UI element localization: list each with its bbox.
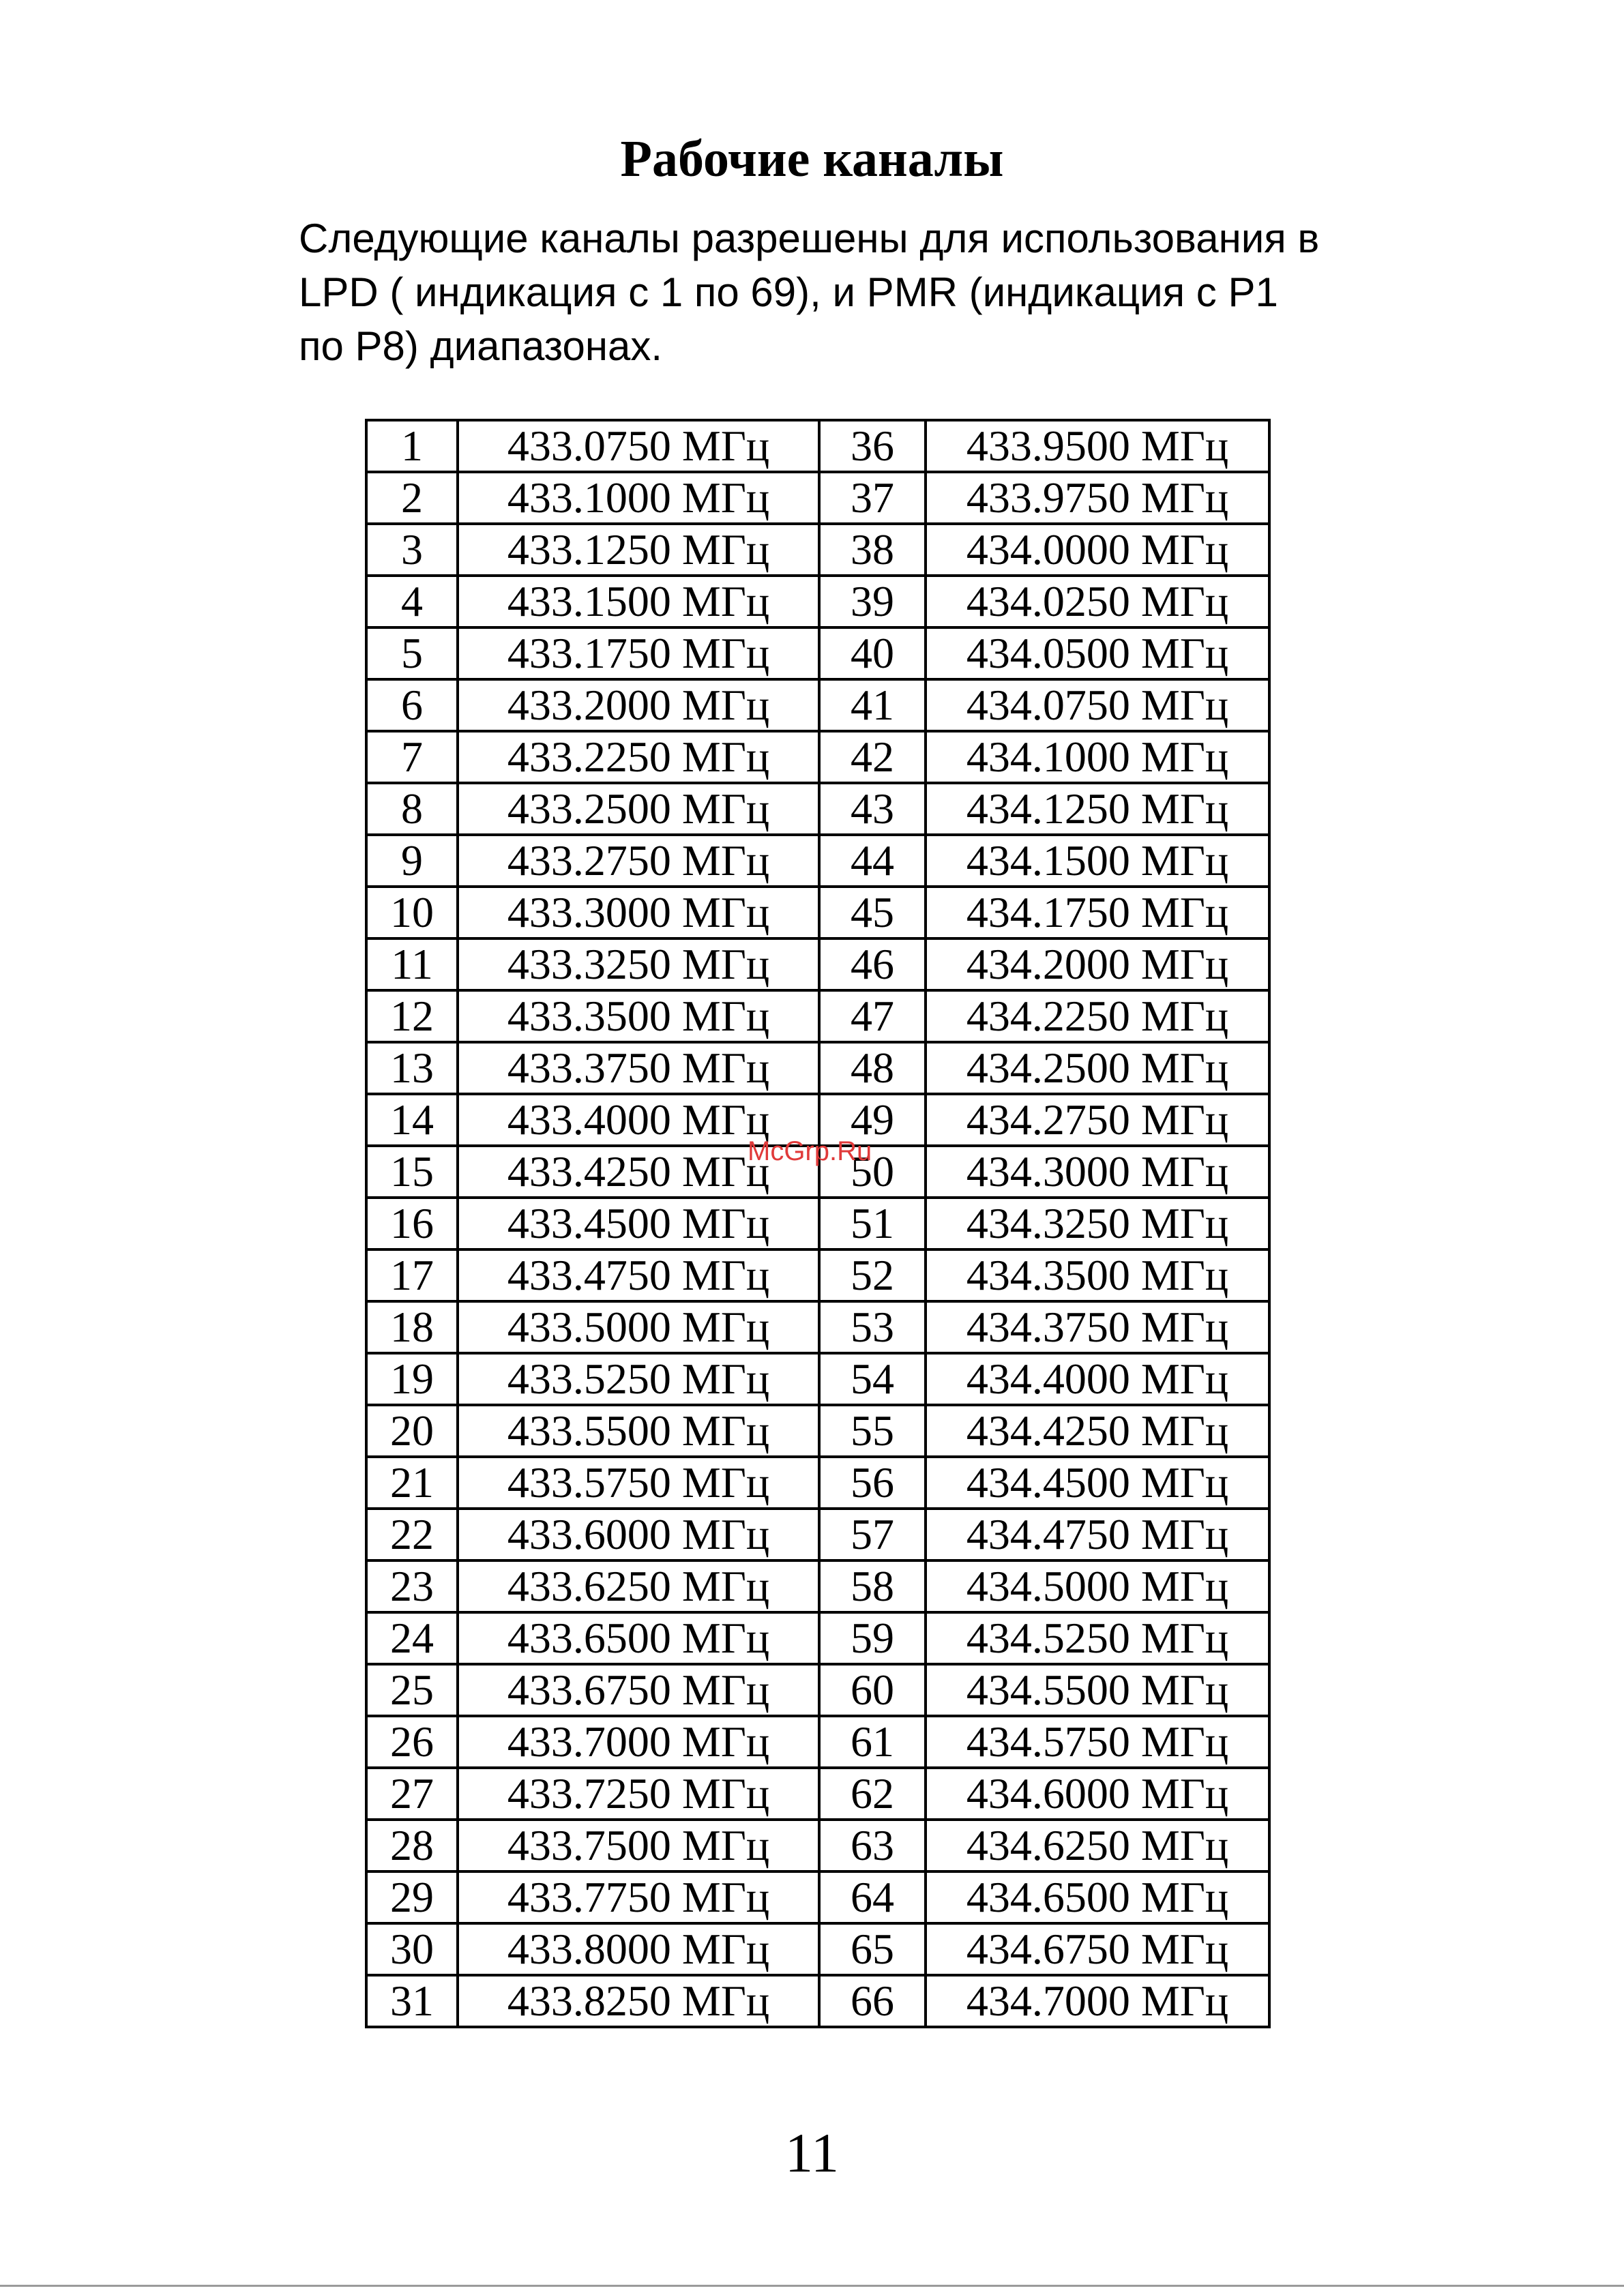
frequency-unit: МГц [681,1406,770,1455]
frequency-cell [926,1768,1269,1820]
channel-number-cell: 49 [819,1094,926,1146]
frequency-cell [926,1353,1269,1405]
frequency-unit: МГц [1140,421,1229,470]
frequency-unit: МГц [1140,1873,1229,1921]
frequency-cell [926,1146,1269,1198]
table-row [366,1301,1269,1353]
frequency-cell [458,524,819,576]
frequency-unit: МГц [681,1043,770,1092]
frequency-value: 433.2000 [507,681,671,729]
channel-number-cell: 5 [366,627,458,679]
frequency-unit: МГц [681,1925,770,1973]
frequency-cell [458,835,819,887]
channel-number-cell: 7 [366,731,458,783]
channel-number-cell: 25 [366,1664,458,1716]
frequency-cell [458,990,819,1042]
frequency-value: 434.6500 [966,1873,1130,1921]
channel-number-cell: 27 [366,1768,458,1820]
frequency-value: 433.6000 [507,1510,671,1558]
frequency-unit: МГц [1140,525,1229,574]
frequency-unit: МГц [681,1614,770,1662]
table-row [366,1249,1269,1301]
frequency-value: 433.3250 [507,940,671,988]
frequency-value: 433.7750 [507,1873,671,1921]
frequency-value: 433.4250 [507,1147,671,1196]
frequency-unit: МГц [1140,1354,1229,1403]
frequency-cell [926,835,1269,887]
table-row [366,1560,1269,1612]
channel-number-cell: 16 [366,1198,458,1249]
frequency-unit: МГц [1140,577,1229,625]
channel-number-cell: 14 [366,1094,458,1146]
frequency-cell [926,783,1269,835]
frequency-unit: МГц [1140,629,1229,677]
channel-number-cell: 26 [366,1716,458,1768]
table-row [366,1042,1269,1094]
frequency-value: 434.4000 [966,1354,1130,1403]
frequency-unit: МГц [1140,1095,1229,1144]
frequency-value: 433.4750 [507,1251,671,1299]
frequency-cell [926,1716,1269,1768]
table-row [366,472,1269,524]
channel-number-cell: 11 [366,938,458,990]
frequency-unit: МГц [681,1251,770,1299]
frequency-cell [458,576,819,627]
frequency-cell [458,1768,819,1820]
channel-number-cell: 44 [819,835,926,887]
frequency-value: 433.6750 [507,1665,671,1714]
channel-number-cell: 42 [819,731,926,783]
watermark: McGrp.Ru [748,1136,872,1166]
frequency-unit: МГц [1140,1199,1229,1247]
frequency-cell [926,472,1269,524]
frequency-unit: МГц [681,836,770,885]
channel-number-cell: 19 [366,1353,458,1405]
channel-number-cell: 31 [366,1975,458,2027]
channel-number-cell: 66 [819,1975,926,2027]
frequency-cell [458,1301,819,1353]
frequency-unit: МГц [681,525,770,574]
frequency-unit: МГц [1140,1147,1229,1196]
table-row [366,783,1269,835]
frequency-cell [458,420,819,472]
frequency-unit: МГц [681,1303,770,1351]
channel-number-cell: 36 [819,420,926,472]
frequency-cell [458,1353,819,1405]
channel-number-cell: 12 [366,990,458,1042]
frequency-unit: МГц [1140,836,1229,885]
channel-number-cell: 9 [366,835,458,887]
page-title: Рабочие каналы [620,130,1004,188]
channel-number-cell: 64 [819,1871,926,1923]
frequency-value: 433.6500 [507,1614,671,1662]
channel-number-cell: 21 [366,1457,458,1509]
frequency-unit: МГц [681,1562,770,1610]
frequency-unit: МГц [681,421,770,470]
channel-number-cell: 45 [819,887,926,938]
channel-number-cell: 29 [366,1871,458,1923]
frequency-unit: МГц [681,1717,770,1766]
channel-number-cell: 41 [819,679,926,731]
channel-number-cell: 8 [366,783,458,835]
frequency-cell [926,938,1269,990]
frequency-value: 434.2500 [966,1043,1130,1092]
frequency-value: 433.1750 [507,629,671,677]
channel-number-cell: 2 [366,472,458,524]
frequency-value: 433.1250 [507,525,671,574]
frequency-cell [926,1560,1269,1612]
frequency-value: 434.1500 [966,836,1130,885]
frequency-unit: МГц [681,1769,770,1818]
table-row [366,835,1269,887]
frequency-cell [926,1301,1269,1353]
channel-number-cell: 37 [819,472,926,524]
frequency-cell [926,1094,1269,1146]
table-row [366,1353,1269,1405]
frequency-unit: МГц [1140,1976,1229,2025]
frequency-value: 433.2750 [507,836,671,885]
frequency-value: 433.6250 [507,1562,671,1610]
frequency-unit: МГц [1140,1458,1229,1507]
frequency-value: 433.2250 [507,732,671,781]
channel-number-cell: 3 [366,524,458,576]
table-row [366,1198,1269,1249]
frequency-value: 434.5000 [966,1562,1130,1610]
frequency-value: 433.5750 [507,1458,671,1507]
frequency-cell [926,1249,1269,1301]
channel-number-cell: 23 [366,1560,458,1612]
frequency-unit: МГц [681,784,770,833]
frequency-cell [458,1975,819,2027]
frequency-value: 433.4000 [507,1095,671,1144]
frequency-value: 433.5250 [507,1354,671,1403]
frequency-unit: МГц [1140,1769,1229,1818]
table-row [366,524,1269,576]
frequency-cell [926,1612,1269,1664]
frequency-value: 434.1750 [966,888,1130,936]
channel-number-cell: 55 [819,1405,926,1457]
frequency-value: 434.5750 [966,1717,1130,1766]
frequency-cell [458,1560,819,1612]
frequency-cell [926,576,1269,627]
channel-number-cell: 40 [819,627,926,679]
channel-number-cell: 17 [366,1249,458,1301]
frequency-unit: МГц [681,1147,770,1196]
frequency-cell [458,731,819,783]
frequency-value: 433.1000 [507,473,671,522]
table-row [366,731,1269,783]
frequency-value: 434.0750 [966,681,1130,729]
frequency-unit: МГц [681,732,770,781]
frequency-value: 433.0750 [507,421,671,470]
channel-number-cell: 60 [819,1664,926,1716]
frequency-value: 433.9500 [966,421,1130,470]
frequency-unit: МГц [681,577,770,625]
frequency-unit: МГц [681,888,770,936]
frequency-unit: МГц [681,992,770,1040]
channel-number-cell: 39 [819,576,926,627]
frequency-value: 434.6250 [966,1821,1130,1869]
frequency-unit: МГц [1140,1510,1229,1558]
intro-line: Следующие каналы разрешены для использования в [299,216,1320,261]
channel-number-cell: 54 [819,1353,926,1405]
frequency-unit: МГц [681,681,770,729]
table-row [366,1923,1269,1975]
frequency-cell [458,938,819,990]
frequency-value: 434.0000 [966,525,1130,574]
frequency-value: 433.1500 [507,577,671,625]
table-row [366,887,1269,938]
frequency-cell [458,1664,819,1716]
frequency-cell [458,472,819,524]
frequency-value: 434.4250 [966,1406,1130,1455]
frequency-unit: МГц [1140,1821,1229,1869]
frequency-unit: МГц [1140,1665,1229,1714]
frequency-cell [926,1198,1269,1249]
frequency-value: 433.7000 [507,1717,671,1766]
frequency-cell [926,679,1269,731]
frequency-value: 434.2250 [966,992,1130,1040]
frequency-cell [926,990,1269,1042]
channel-number-cell: 15 [366,1146,458,1198]
frequency-cell [458,1871,819,1923]
frequency-unit: МГц [1140,473,1229,522]
frequency-cell [926,1664,1269,1716]
frequency-unit: МГц [681,473,770,522]
intro-line: по P8) диапазонах. [299,323,663,369]
frequency-value: 433.9750 [966,473,1130,522]
channel-number-cell: 6 [366,679,458,731]
frequency-value: 434.0250 [966,577,1130,625]
frequency-value: 433.7500 [507,1821,671,1869]
table-row [366,1664,1269,1716]
frequency-value: 434.1000 [966,732,1130,781]
frequency-unit: МГц [681,1976,770,2025]
frequency-value: 433.7250 [507,1769,671,1818]
table-row [366,990,1269,1042]
channel-number-cell: 4 [366,576,458,627]
table-row [366,1768,1269,1820]
intro-line: LPD ( индикация с 1 по 69), и PMR (индикация с P1 [299,269,1278,315]
channel-number-cell: 65 [819,1923,926,1975]
frequency-cell [458,1612,819,1664]
frequency-unit: МГц [1140,681,1229,729]
frequency-value: 434.3750 [966,1303,1130,1351]
frequency-cell [926,1975,1269,2027]
frequency-unit: МГц [1140,1925,1229,1973]
frequency-unit: МГц [1140,1043,1229,1092]
table-row [366,420,1269,472]
channel-table-body [366,420,1269,2027]
frequency-unit: МГц [1140,1406,1229,1455]
channel-number-cell: 58 [819,1560,926,1612]
channel-number-cell: 59 [819,1612,926,1664]
frequency-cell [926,731,1269,783]
frequency-unit: МГц [1140,888,1229,936]
channel-number-cell: 43 [819,783,926,835]
channel-number-cell: 62 [819,1768,926,1820]
table-row [366,1612,1269,1664]
frequency-cell [458,1820,819,1871]
channel-number-cell: 48 [819,1042,926,1094]
frequency-value: 433.3000 [507,888,671,936]
frequency-cell [458,627,819,679]
table-row [366,1405,1269,1457]
frequency-unit: МГц [681,1095,770,1144]
table-row [366,1975,1269,2027]
table-row [366,627,1269,679]
bottom-divider [0,2285,1624,2287]
frequency-unit: МГц [1140,1251,1229,1299]
table-row [366,1820,1269,1871]
channel-number-cell: 53 [819,1301,926,1353]
table-row [366,679,1269,731]
frequency-cell [458,1198,819,1249]
channel-number-cell: 57 [819,1509,926,1560]
frequency-cell [458,1923,819,1975]
frequency-cell [458,1509,819,1560]
frequency-value: 434.5250 [966,1614,1130,1662]
table-row [366,576,1269,627]
frequency-value: 434.3250 [966,1199,1130,1247]
frequency-unit: МГц [1140,940,1229,988]
channel-number-cell: 56 [819,1457,926,1509]
channel-number-cell: 51 [819,1198,926,1249]
frequency-value: 433.8000 [507,1925,671,1973]
frequency-value: 433.5500 [507,1406,671,1455]
channel-number-cell: 20 [366,1405,458,1457]
frequency-cell [458,1716,819,1768]
frequency-cell [926,420,1269,472]
frequency-unit: МГц [681,1665,770,1714]
frequency-value: 434.3000 [966,1147,1130,1196]
frequency-unit: МГц [1140,992,1229,1040]
frequency-value: 434.4750 [966,1510,1130,1558]
frequency-cell [458,1042,819,1094]
channel-number-cell: 46 [819,938,926,990]
frequency-cell [926,1042,1269,1094]
frequency-cell [926,1457,1269,1509]
frequency-cell [926,524,1269,576]
frequency-value: 433.3750 [507,1043,671,1092]
frequency-cell [926,1509,1269,1560]
frequency-value: 434.6750 [966,1925,1130,1973]
frequency-cell [926,627,1269,679]
channel-number-cell: 13 [366,1042,458,1094]
frequency-unit: МГц [1140,1717,1229,1766]
frequency-cell [926,1820,1269,1871]
frequency-unit: МГц [681,1873,770,1921]
frequency-value: 433.8250 [507,1976,671,2025]
table-row [366,1457,1269,1509]
frequency-unit: МГц [1140,1614,1229,1662]
channel-number-cell: 28 [366,1820,458,1871]
channel-frequency-table [365,419,1271,2028]
channel-number-cell: 50 [819,1146,926,1198]
channel-number-cell: 38 [819,524,926,576]
frequency-value: 434.1250 [966,784,1130,833]
table-row [366,1509,1269,1560]
frequency-cell [458,887,819,938]
frequency-value: 434.7000 [966,1976,1130,2025]
channel-number-cell: 22 [366,1509,458,1560]
frequency-value: 434.0500 [966,629,1130,677]
frequency-value: 433.5000 [507,1303,671,1351]
frequency-cell [458,1405,819,1457]
frequency-value: 434.5500 [966,1665,1130,1714]
frequency-unit: МГц [681,1821,770,1869]
channel-number-cell: 10 [366,887,458,938]
frequency-unit: МГц [681,629,770,677]
frequency-cell [458,783,819,835]
frequency-value: 434.4500 [966,1458,1130,1507]
frequency-value: 433.4500 [507,1199,671,1247]
frequency-value: 434.2000 [966,940,1130,988]
table-row [366,1716,1269,1768]
frequency-value: 433.3500 [507,992,671,1040]
channel-number-cell: 52 [819,1249,926,1301]
frequency-cell [458,1249,819,1301]
frequency-unit: МГц [681,1458,770,1507]
frequency-cell [926,1405,1269,1457]
table-row [366,1871,1269,1923]
frequency-unit: МГц [1140,1303,1229,1351]
page-number: 11 [785,2122,839,2184]
channel-number-cell: 18 [366,1301,458,1353]
frequency-unit: МГц [681,1199,770,1247]
channel-number-cell: 63 [819,1820,926,1871]
table-row [366,938,1269,990]
channel-number-cell: 30 [366,1923,458,1975]
frequency-value: 434.2750 [966,1095,1130,1144]
channel-number-cell: 47 [819,990,926,1042]
frequency-unit: МГц [681,1510,770,1558]
frequency-value: 434.6000 [966,1769,1130,1818]
frequency-unit: МГц [681,1354,770,1403]
frequency-unit: МГц [1140,784,1229,833]
frequency-cell [458,1457,819,1509]
frequency-cell [926,887,1269,938]
frequency-unit: МГц [681,940,770,988]
channel-number-cell: 61 [819,1716,926,1768]
channel-number-cell: 24 [366,1612,458,1664]
frequency-value: 433.2500 [507,784,671,833]
frequency-cell [458,679,819,731]
frequency-unit: МГц [1140,1562,1229,1610]
frequency-cell [926,1871,1269,1923]
frequency-unit: МГц [1140,732,1229,781]
intro-paragraph [299,211,1363,373]
channel-number-cell: 1 [366,420,458,472]
frequency-value: 434.3500 [966,1251,1130,1299]
frequency-cell [926,1923,1269,1975]
